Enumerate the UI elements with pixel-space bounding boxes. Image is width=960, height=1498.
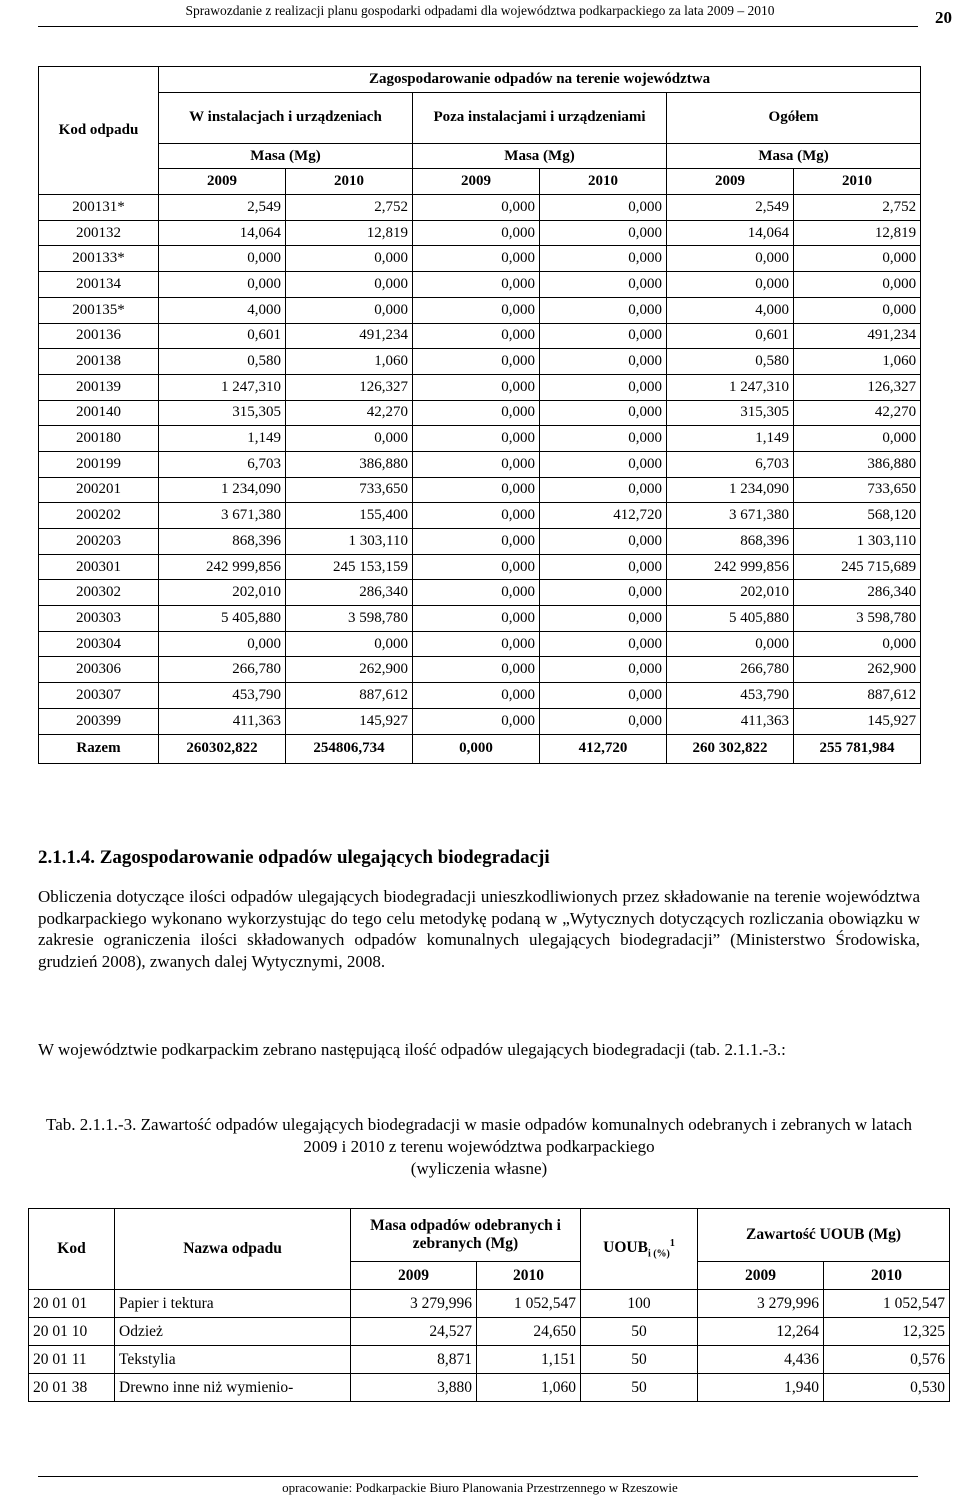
mass-cell: 1 052,547: [477, 1290, 581, 1318]
mass-cell: 0,000: [413, 503, 540, 529]
mass-cell: 6,703: [667, 451, 794, 477]
mass-cell: 24,527: [351, 1318, 477, 1346]
header-title: Sprawozdanie z realizacji planu gospodarki odpadami dla województwa podkarpackiego za lata 2009 – 2010: [185, 3, 775, 18]
uoub-cell: 50: [581, 1318, 698, 1346]
name-cell: Drewno inne niż wymienio-: [115, 1374, 351, 1402]
mass-cell: 0,000: [540, 708, 667, 734]
mass-cell: 286,340: [794, 580, 921, 606]
mass-cell: 0,000: [540, 426, 667, 452]
year-header: 2010: [794, 169, 921, 195]
mass-cell: 0,000: [159, 272, 286, 298]
mass-cell: 1,060: [477, 1374, 581, 1402]
mass-label: Masa (Mg): [667, 143, 921, 169]
waste-code-cell: 200202: [39, 503, 159, 529]
mass-cell: 412,720: [540, 503, 667, 529]
waste-code-cell: 200180: [39, 426, 159, 452]
uoub-cell: 50: [581, 1346, 698, 1374]
mass-cell: 0,601: [159, 323, 286, 349]
caption-line: (wyliczenia własne): [410, 1159, 548, 1178]
mass-cell: 0,000: [794, 246, 921, 272]
mass-cell: 0,000: [540, 477, 667, 503]
mass-cell: 12,819: [794, 220, 921, 246]
table-caption: [38, 1114, 920, 1180]
mass-cell: 491,234: [286, 323, 413, 349]
section-heading: 2.1.1.4. Zagospodarowanie odpadów ulegających biodegradacji: [38, 847, 550, 868]
uoub-label: UOUB: [603, 1239, 648, 1257]
uoub-subscript: i (%): [647, 1248, 670, 1260]
uoub-cell: 100: [581, 1290, 698, 1318]
waste-code-cell: 200140: [39, 400, 159, 426]
year-header: 2009: [351, 1262, 477, 1290]
mass-cell: 0,000: [667, 272, 794, 298]
mass-cell: 2,752: [286, 195, 413, 221]
mass-cell: 1 303,110: [794, 529, 921, 555]
mass-cell: 491,234: [794, 323, 921, 349]
mass-cell: 0,000: [540, 529, 667, 555]
mass-cell: 126,327: [286, 374, 413, 400]
total-cell: 255 781,984: [794, 734, 921, 763]
waste-code-cell: 200133*: [39, 246, 159, 272]
mass-cell: 0,000: [413, 400, 540, 426]
mass-cell: 3 671,380: [159, 503, 286, 529]
mass-cell: 0,000: [286, 426, 413, 452]
mass-cell: 0,000: [413, 580, 540, 606]
table-row: [39, 220, 921, 246]
table-row: [39, 323, 921, 349]
table-row: [39, 374, 921, 400]
col-header-install: W instalacjach i urządzeniach: [159, 92, 413, 143]
mass-cell: 0,000: [540, 349, 667, 375]
table-row: [39, 195, 921, 221]
year-header: 2010: [540, 169, 667, 195]
mass-cell: 0,000: [540, 683, 667, 709]
table-row: [29, 1290, 950, 1318]
mass-cell: 0,000: [540, 451, 667, 477]
mass-cell: 0,000: [667, 246, 794, 272]
mass-cell: 14,064: [667, 220, 794, 246]
mass-cell: 0,000: [413, 374, 540, 400]
page-number: 20: [935, 8, 952, 27]
waste-management-table: [38, 66, 921, 764]
mass-cell: 0,000: [159, 246, 286, 272]
mass-cell: 0,000: [794, 272, 921, 298]
mass-cell: 386,880: [794, 451, 921, 477]
mass-cell: 453,790: [159, 683, 286, 709]
total-row: [39, 734, 921, 763]
table-row: [39, 297, 921, 323]
mass-cell: 266,780: [667, 657, 794, 683]
mass-cell: 0,000: [413, 683, 540, 709]
mass-cell: 0,580: [159, 349, 286, 375]
mass-cell: 0,000: [540, 580, 667, 606]
mass-cell: 3 671,380: [667, 503, 794, 529]
content-cell: 1,940: [698, 1374, 824, 1402]
mass-cell: 1,060: [794, 349, 921, 375]
mass-cell: 0,580: [667, 349, 794, 375]
content-cell: 3 279,996: [698, 1290, 824, 1318]
waste-code-cell: 200307: [39, 683, 159, 709]
table-row: [39, 451, 921, 477]
mass-cell: 0,000: [540, 631, 667, 657]
col-header-kod: Kod: [29, 1209, 115, 1290]
mass-cell: 0,000: [794, 297, 921, 323]
table-row: [39, 606, 921, 632]
mass-cell: 3 598,780: [794, 606, 921, 632]
mass-cell: 0,601: [667, 323, 794, 349]
waste-code-cell: 200302: [39, 580, 159, 606]
mass-cell: 0,000: [413, 554, 540, 580]
table-row: [39, 529, 921, 555]
mass-cell: 0,000: [540, 272, 667, 298]
mass-cell: 24,650: [477, 1318, 581, 1346]
table-row: [39, 246, 921, 272]
table-row: [39, 272, 921, 298]
mass-cell: 0,000: [413, 606, 540, 632]
mass-cell: 868,396: [159, 529, 286, 555]
table-row: [39, 554, 921, 580]
waste-code-cell: 200138: [39, 349, 159, 375]
mass-cell: 2,549: [667, 195, 794, 221]
mass-cell: 0,000: [413, 631, 540, 657]
mass-label: Masa (Mg): [159, 143, 413, 169]
mass-cell: 0,000: [286, 272, 413, 298]
mass-cell: 1,149: [159, 426, 286, 452]
year-header: 2010: [477, 1262, 581, 1290]
mass-cell: 245 715,689: [794, 554, 921, 580]
col-header-uoub: [581, 1209, 698, 1290]
mass-cell: 3 598,780: [286, 606, 413, 632]
mass-cell: 887,612: [286, 683, 413, 709]
mass-cell: 733,650: [794, 477, 921, 503]
mass-cell: 0,000: [286, 246, 413, 272]
biodegradable-table: [28, 1208, 950, 1402]
mass-cell: 887,612: [794, 683, 921, 709]
mass-cell: 1,060: [286, 349, 413, 375]
mass-cell: 0,000: [286, 297, 413, 323]
col-header-code: Kod odpadu: [39, 67, 159, 195]
col-header-outside: Poza instalacjami i urządzeniami: [413, 92, 667, 143]
waste-code-cell: 200306: [39, 657, 159, 683]
mass-cell: 0,000: [794, 426, 921, 452]
caption-line: Tab. 2.1.1.-3. Zawartość odpadów ulegających biodegradacji w masie odpadów komunalnych odebranych i zebranych w latach 2009 i 2010 z terenu województwa podkarpackiego: [46, 1115, 912, 1156]
mass-cell: 155,400: [286, 503, 413, 529]
mass-cell: 262,900: [286, 657, 413, 683]
mass-cell: 0,000: [413, 323, 540, 349]
mass-cell: 202,010: [667, 580, 794, 606]
mass-cell: 0,000: [540, 374, 667, 400]
kod-cell: 20 01 10: [29, 1318, 115, 1346]
total-cell: 254806,734: [286, 734, 413, 763]
total-cell: 260302,822: [159, 734, 286, 763]
mass-cell: 1,149: [667, 426, 794, 452]
mass-cell: 1,151: [477, 1346, 581, 1374]
table-row: [39, 503, 921, 529]
mass-cell: 386,880: [286, 451, 413, 477]
content-cell: 12,264: [698, 1318, 824, 1346]
col-header-name: Nazwa odpadu: [115, 1209, 351, 1290]
kod-cell: 20 01 38: [29, 1374, 115, 1402]
mass-cell: 568,120: [794, 503, 921, 529]
content-cell: 0,530: [824, 1374, 950, 1402]
col-header-total: Ogółem: [667, 92, 921, 143]
mass-cell: 3 279,996: [351, 1290, 477, 1318]
kod-cell: 20 01 11: [29, 1346, 115, 1374]
table-row: [29, 1374, 950, 1402]
mass-cell: 286,340: [286, 580, 413, 606]
waste-code-cell: 200301: [39, 554, 159, 580]
mass-cell: 0,000: [413, 451, 540, 477]
name-cell: Odzież: [115, 1318, 351, 1346]
col-header-content: Zawartość UOUB (Mg): [698, 1209, 950, 1262]
paragraph: W województwie podkarpackim zebrano następującą ilość odpadów ulegających biodegradacji (tab. 2.1.1.-3.:: [38, 1040, 786, 1059]
mass-cell: 4,000: [667, 297, 794, 323]
total-label: Razem: [39, 734, 159, 763]
mass-cell: 0,000: [413, 220, 540, 246]
total-cell: 260 302,822: [667, 734, 794, 763]
mass-cell: 14,064: [159, 220, 286, 246]
mass-cell: 4,000: [159, 297, 286, 323]
mass-cell: 5 405,880: [667, 606, 794, 632]
paragraph: Obliczenia dotyczące ilości odpadów ulegających biodegradacji unieszkodliwionych przez składowanie na terenie województwa podkarpackiego wykonano wykorzystując do tego celu metodykę podaną w „Wytycznych dotyczących rozliczania obowiązku w zakresie ograniczenia ilości składowanych odpadów komunalnych ulegających biodegradacji” (Ministerstwo Środowiska, grudzień 2008), zwanych dalej Wytycznymi, 2008.: [38, 887, 920, 971]
waste-code-cell: 200134: [39, 272, 159, 298]
mass-cell: 0,000: [413, 297, 540, 323]
mass-cell: 0,000: [540, 323, 667, 349]
mass-cell: 262,900: [794, 657, 921, 683]
mass-cell: 0,000: [413, 349, 540, 375]
waste-code-cell: 200303: [39, 606, 159, 632]
table-row: [39, 477, 921, 503]
mass-cell: 42,270: [794, 400, 921, 426]
mass-cell: 0,000: [413, 708, 540, 734]
mass-cell: 145,927: [286, 708, 413, 734]
year-header: 2009: [667, 169, 794, 195]
mass-cell: 266,780: [159, 657, 286, 683]
mass-cell: 245 153,159: [286, 554, 413, 580]
waste-code-cell: 200139: [39, 374, 159, 400]
waste-code-cell: 200136: [39, 323, 159, 349]
mass-cell: 126,327: [794, 374, 921, 400]
year-header: 2009: [698, 1262, 824, 1290]
mass-cell: 242 999,856: [667, 554, 794, 580]
mass-cell: 202,010: [159, 580, 286, 606]
mass-cell: 0,000: [540, 297, 667, 323]
mass-cell: 453,790: [667, 683, 794, 709]
mass-cell: 0,000: [794, 631, 921, 657]
uoub-footnote: 1: [669, 1238, 675, 1250]
header-divider: [38, 26, 918, 27]
table-row: [39, 657, 921, 683]
content-cell: 0,576: [824, 1346, 950, 1374]
mass-cell: 0,000: [413, 246, 540, 272]
mass-cell: 1 247,310: [159, 374, 286, 400]
name-cell: Tekstylia: [115, 1346, 351, 1374]
mass-cell: 1 247,310: [667, 374, 794, 400]
mass-cell: 1 303,110: [286, 529, 413, 555]
mass-cell: 1 234,090: [667, 477, 794, 503]
mass-cell: 0,000: [413, 657, 540, 683]
waste-code-cell: 200203: [39, 529, 159, 555]
table-row: [39, 580, 921, 606]
year-header: 2009: [413, 169, 540, 195]
content-cell: 12,325: [824, 1318, 950, 1346]
mass-cell: 145,927: [794, 708, 921, 734]
mass-cell: 1 234,090: [159, 477, 286, 503]
table-row: [39, 683, 921, 709]
table-row: [39, 631, 921, 657]
kod-cell: 20 01 01: [29, 1290, 115, 1318]
mass-cell: 6,703: [159, 451, 286, 477]
mass-cell: 0,000: [540, 554, 667, 580]
mass-cell: 0,000: [413, 529, 540, 555]
mass-cell: 0,000: [540, 657, 667, 683]
name-cell: Papier i tektura: [115, 1290, 351, 1318]
waste-code-cell: 200135*: [39, 297, 159, 323]
footer-text: opracowanie: Podkarpackie Biuro Planowania Przestrzennego w Rzeszowie: [282, 1480, 678, 1495]
mass-cell: 868,396: [667, 529, 794, 555]
table-row: [29, 1318, 950, 1346]
uoub-cell: 50: [581, 1374, 698, 1402]
footer-divider: [38, 1476, 918, 1477]
table-row: [39, 400, 921, 426]
waste-code-cell: 200199: [39, 451, 159, 477]
mass-cell: 42,270: [286, 400, 413, 426]
mass-cell: 2,752: [794, 195, 921, 221]
mass-cell: 0,000: [413, 477, 540, 503]
waste-code-cell: 200131*: [39, 195, 159, 221]
waste-code-cell: 200304: [39, 631, 159, 657]
page-header: [0, 0, 960, 28]
mass-cell: 411,363: [159, 708, 286, 734]
year-header: 2010: [286, 169, 413, 195]
total-cell: 0,000: [413, 734, 540, 763]
mass-cell: 3,880: [351, 1374, 477, 1402]
waste-code-cell: 200201: [39, 477, 159, 503]
year-header: 2009: [159, 169, 286, 195]
col-header-mass: Masa odpadów odebranych i zebranych (Mg): [351, 1209, 581, 1262]
content-cell: 4,436: [698, 1346, 824, 1374]
mass-cell: 2,549: [159, 195, 286, 221]
mass-cell: 8,871: [351, 1346, 477, 1374]
mass-cell: 5 405,880: [159, 606, 286, 632]
col-header-group: Zagospodarowanie odpadów na terenie województwa: [159, 67, 921, 93]
mass-cell: 0,000: [159, 631, 286, 657]
mass-cell: 0,000: [413, 272, 540, 298]
table-row: [29, 1346, 950, 1374]
mass-cell: 411,363: [667, 708, 794, 734]
mass-cell: 0,000: [540, 606, 667, 632]
mass-cell: 315,305: [159, 400, 286, 426]
mass-cell: 733,650: [286, 477, 413, 503]
mass-cell: 0,000: [540, 246, 667, 272]
mass-cell: 242 999,856: [159, 554, 286, 580]
total-cell: 412,720: [540, 734, 667, 763]
mass-label: Masa (Mg): [413, 143, 667, 169]
mass-cell: 315,305: [667, 400, 794, 426]
content-cell: 1 052,547: [824, 1290, 950, 1318]
year-header: 2010: [824, 1262, 950, 1290]
mass-cell: 0,000: [413, 426, 540, 452]
mass-cell: 0,000: [540, 195, 667, 221]
mass-cell: 0,000: [413, 195, 540, 221]
table-row: [39, 708, 921, 734]
mass-cell: 0,000: [667, 631, 794, 657]
waste-code-cell: 200132: [39, 220, 159, 246]
mass-cell: 0,000: [540, 400, 667, 426]
mass-cell: 0,000: [286, 631, 413, 657]
table-row: [39, 426, 921, 452]
mass-cell: 0,000: [540, 220, 667, 246]
mass-cell: 12,819: [286, 220, 413, 246]
waste-code-cell: 200399: [39, 708, 159, 734]
table-row: [39, 349, 921, 375]
